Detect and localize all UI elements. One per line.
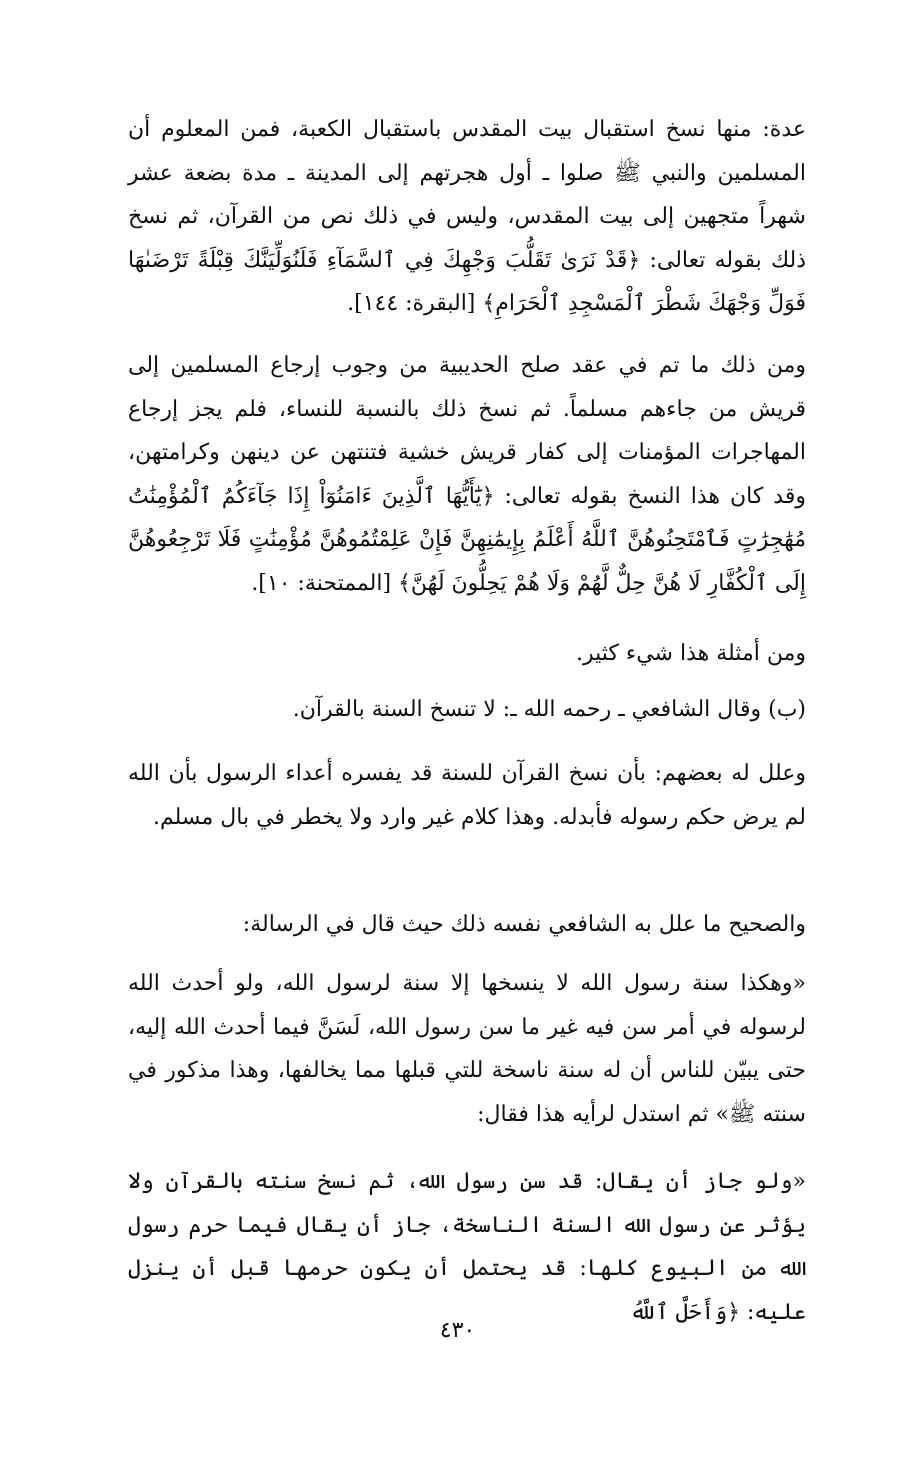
paragraph-shafii-opinion: (ب) وقال الشافعي ـ رحمه الله ـ: لا تنسخ السنة بالقرآن.	[292, 697, 806, 722]
paragraph-many-examples: ومن أمثلة هذا شيء كثير.	[575, 641, 806, 666]
paragraph-qibla-abrogation: عدة: منها نسخ استقبال بيت المقدس باستقبال الكعبة، فمن المعلوم أن المسلمين والنبي ﷺ صلوا ـ أول هجرتهم إلى المدينة ـ مدة بضعة عشر شهراً متجهين إلى بيت المقدس، وليس في ذلك نص من القرآن، ثم نسخ ذلك بقوله تعالى: ﴿قَدْ نَرَىٰ تَقَلُّبَ وَجْهِكَ فِي ٱلسَّمَآءِ فَلَنُوَلِّيَنَّكَ قِبْلَةً تَرْضَىٰهَا فَوَلِّ وَجْهَكَ شَطْرَ ٱلْمَسْجِدِ ٱلْحَرَامِ﴾ [البقرة: ١٤٤].	[128, 117, 806, 316]
page-number: ٤٣٠	[439, 1318, 476, 1343]
paragraph-risala-quote-1: «وهكذا سنة رسول الله لا ينسخها إلا سنة لرسول الله، ولو أحدث الله لرسوله في أمر سن فيه غير ما سن رسول الله، لَسَنَّ فيما أحدث الله إليه، حتى يبيّن للناس أن له سنة ناسخة للتي قبلها مما يخالفها، وهذا مذكور في سنته ﷺ» ثم استدل لرأيه هذا فقال:	[128, 971, 806, 1127]
paragraph-hudaybiyya: ومن ذلك ما تم في عقد صلح الحديبية من وجوب إرجاع المسلمين إلى قريش من جاءهم مسلماً. ثم نسخ ذلك بالنسبة للنساء، فلم يجز إرجاع المهاجرات المؤمنات إلى كفار قريش خشية فتنتهن عن دينهن وكرامتهن، وقد كان هذا النسخ بقوله تعالى: ﴿يَٰٓأَيُّهَا ٱلَّذِينَ ءَامَنُوٓاْ إِذَا جَآءَكُمُ ٱلْمُؤْمِنَٰتُ مُهَٰجِرَٰتٍ فَٱمْتَحِنُوهُنَّ ٱللَّهُ أَعْلَمُ بِإِيمَٰنِهِنَّ فَإِنْ عَلِمْتُمُوهُنَّ مُؤْمِنَٰتٍ فَلَا تَرْجِعُوهُنَّ إِلَى ٱلْكُفَّارِ لَا هُنَّ حِلٌّ لَّهُمْ وَلَا هُمْ يَحِلُّونَ لَهُنَّ﴾ [الممتحنة: ١٠].	[128, 353, 806, 596]
paragraph-risala-quote-2: «ولو جاز أن يقال: قد سن رسول الله، ثم نسخ سنته بالقرآن ولا يؤثر عن رسول الله السنة الناسخة، جاز أن يقال فيما حرم رسول الله من البيوع كلها: قد يحتمل أن يكون حرمها قبل أن ينزل عليه: ﴿وَأَحَلَّ ٱللَّهُ	[128, 1169, 806, 1325]
paragraph-justification: وعلل له بعضهم: بأن نسخ القرآن للسنة قد يفسره أعداء الرسول بأن الله لم يرض حكم رسوله فأبدله. وهذا كلام غير وارد ولا يخطر في بال مسلم.	[128, 761, 806, 830]
paragraph-correct-view: والصحيح ما علل به الشافعي نفسه ذلك حيث قال في الرسالة:	[242, 912, 806, 937]
